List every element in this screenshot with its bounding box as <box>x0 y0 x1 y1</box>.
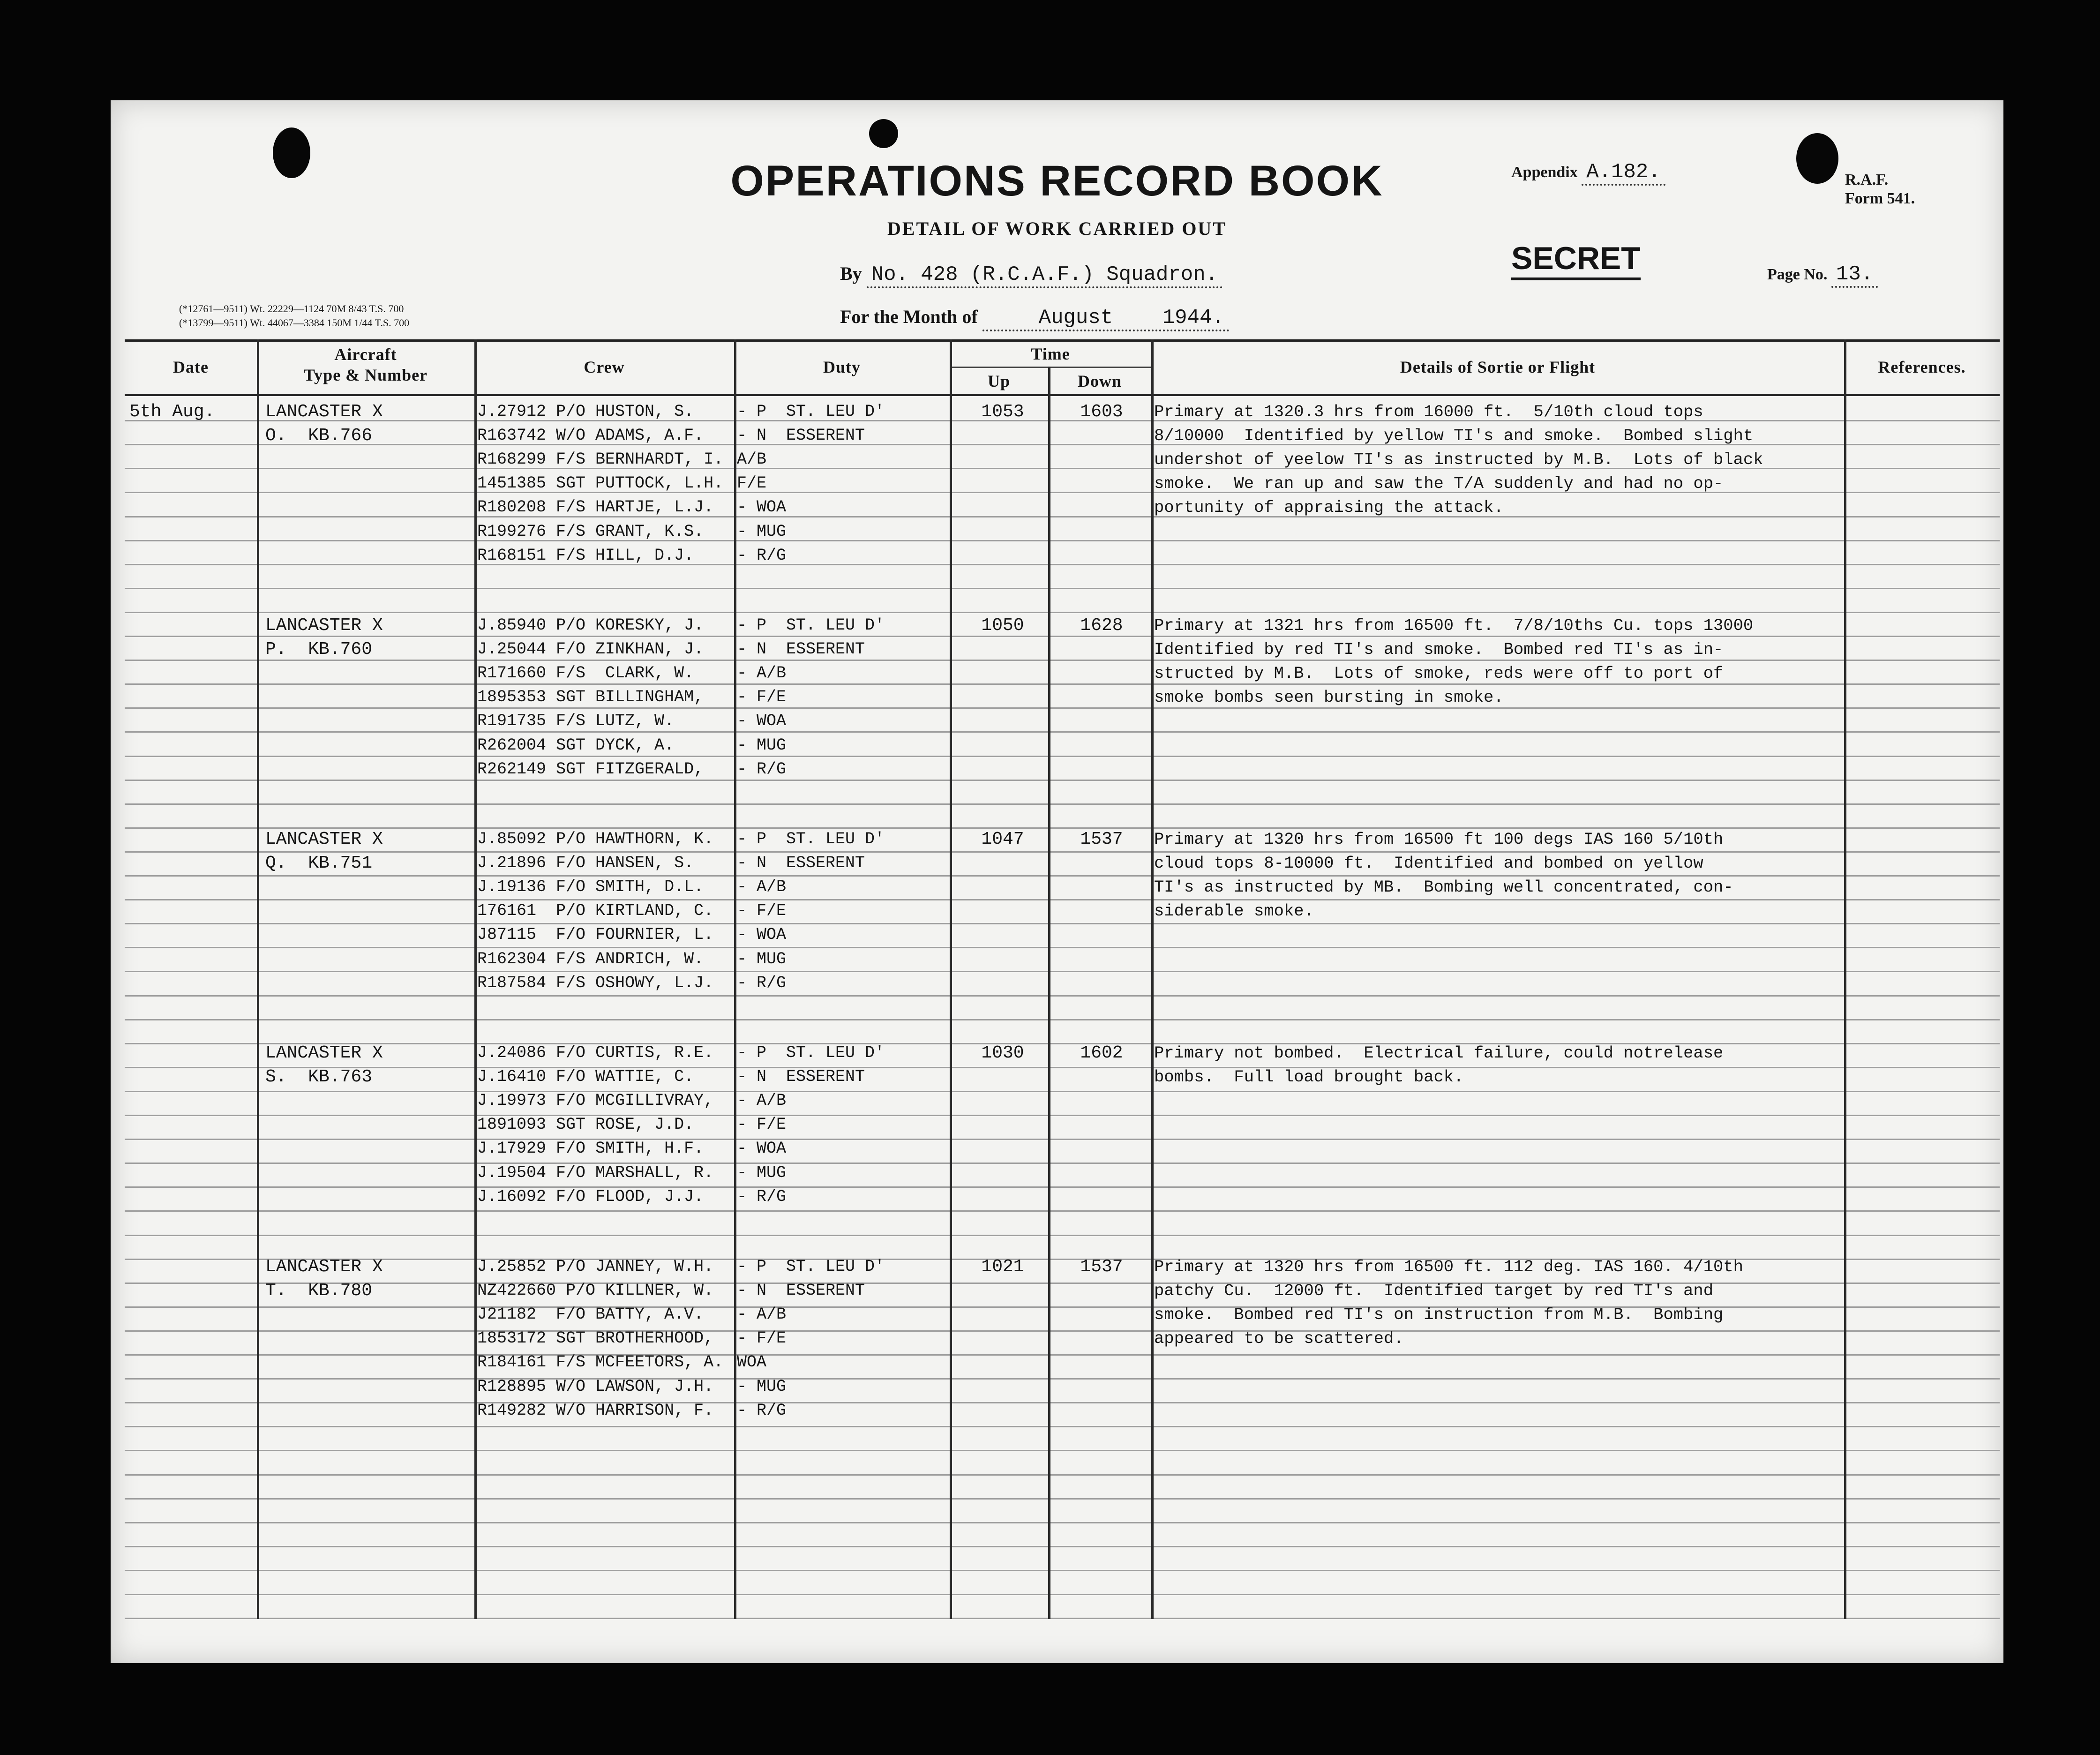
col-divider <box>1151 339 1154 1619</box>
crew-duty: - MUG <box>737 949 787 968</box>
punch-hole-center <box>869 119 898 148</box>
crew-duty: - F/E <box>737 688 787 707</box>
crew-member: R187584 F/S OSHOWY, L.J. <box>477 973 714 992</box>
secret-stamp: SECRET <box>1511 240 1641 280</box>
ruled-line <box>125 1426 2000 1427</box>
crew-duty: - A/B <box>737 664 787 683</box>
crew-duty: - R/G <box>737 1187 787 1206</box>
ruled-line <box>125 588 2000 589</box>
time-down: 1602 <box>1080 1043 1123 1063</box>
ruled-line <box>125 564 2000 565</box>
sortie-details-line: cloud tops 8-10000 ft. Identified and bombed on yellow <box>1154 854 1703 873</box>
aircraft-type: LANCASTER X <box>265 829 383 849</box>
printer-line: (*13799—9511) Wt. 44067—3384 150M 1/44 T.S. 700 <box>179 317 410 329</box>
ruled-line <box>125 1474 2000 1476</box>
crew-duty: - MUG <box>737 1163 787 1182</box>
sortie-details-line: 8/10000 Identified by yellow TI's and smoke. Bombed slight <box>1154 426 1754 446</box>
table-top-border <box>125 339 2000 342</box>
raf-form-label <box>1845 171 1915 208</box>
crew-member: J.85092 P/O HAWTHORN, K. <box>477 830 714 848</box>
crew-duty: - F/E <box>737 901 787 921</box>
year-value: 1944. <box>1162 306 1224 330</box>
crew-duty: - MUG <box>737 522 787 541</box>
month-label: For the Month of <box>840 306 978 327</box>
time-up: 1053 <box>981 402 1024 422</box>
crew-duty: - F/E <box>737 1329 787 1348</box>
crew-member: R149282 W/O HARRISON, F. <box>477 1401 714 1420</box>
crew-duty: F/E <box>737 474 767 493</box>
sortie-details-line: undershot of yeelow TI's as instructed by M.B. Lots of black <box>1154 450 1763 470</box>
time-up: 1030 <box>981 1043 1024 1063</box>
crew-duty: - P ST. LEU D' <box>737 616 885 635</box>
col-divider <box>1844 339 1846 1619</box>
crew-member: J.19504 F/O MARSHALL, R. <box>477 1163 714 1182</box>
crew-member: J.19973 F/O MCGILLIVRAY, <box>477 1091 714 1110</box>
time-up: 1050 <box>981 615 1024 636</box>
squadron-value: No. 428 (R.C.A.F.) Squadron. <box>867 263 1222 288</box>
crew-member: R262149 SGT FITZGERALD, <box>477 759 704 779</box>
month-value <box>982 306 1229 331</box>
crew-member: 1853172 SGT BROTHERHOOD, <box>477 1329 714 1348</box>
header-aircraft <box>257 344 474 385</box>
ruled-line <box>125 1546 2000 1547</box>
crew-member: R163742 W/O ADAMS, A.F. <box>477 426 704 445</box>
crew-duty: - A/B <box>737 1091 787 1110</box>
crew-member: R168151 F/S HILL, D.J. <box>477 546 694 565</box>
crew-duty: - N ESSERENT <box>737 854 865 873</box>
ruled-line <box>125 1594 2000 1595</box>
crew-duty: - N ESSERENT <box>737 426 865 445</box>
printer-imprint <box>179 302 409 330</box>
sortie-table <box>125 339 2000 1619</box>
ruled-line <box>125 1402 2000 1403</box>
sortie-details-line: smoke. Bombed red TI's on instruction from M.B. Bombing <box>1154 1305 1724 1325</box>
crew-member: J.16092 F/O FLOOD, J.J. <box>477 1187 704 1206</box>
ruled-line <box>125 1210 2000 1212</box>
crew-duty: - R/G <box>737 973 787 992</box>
header-aircraft-line2: Type & Number <box>303 366 428 384</box>
crew-member: J21182 F/O BATTY, A.V. <box>477 1305 704 1324</box>
aircraft-number: Q. KB.751 <box>265 853 373 874</box>
ruled-line <box>125 756 2000 757</box>
sortie-details-line: Primary at 1320.3 hrs from 16000 ft. 5/10th cloud tops <box>1154 402 1703 421</box>
crew-member: J.24086 F/O CURTIS, R.E. <box>477 1043 714 1062</box>
aircraft-type: LANCASTER X <box>265 402 383 422</box>
aircraft-type: LANCASTER X <box>265 615 383 636</box>
page-label: Page No. <box>1767 266 1828 283</box>
form-subtitle: DETAIL OF WORK CARRIED OUT <box>887 218 1227 239</box>
month-field <box>840 306 1229 331</box>
ruled-line <box>125 540 2000 541</box>
sortie-date: 5th Aug. <box>129 402 215 422</box>
crew-duty: - N ESSERENT <box>737 640 865 659</box>
sortie-details-line: smoke. We ran up and saw the T/A suddenly and had no op- <box>1154 474 1724 494</box>
crew-duty: - P ST. LEU D' <box>737 830 885 848</box>
crew-member: R171660 F/S CLARK, W. <box>477 664 694 683</box>
ruled-line <box>125 1162 2000 1164</box>
crew-duty: - WOA <box>737 925 787 945</box>
time-down: 1628 <box>1080 615 1123 636</box>
sortie-details-line: patchy Cu. 12000 ft. Identified target by red TI's and <box>1154 1281 1713 1301</box>
ruled-line <box>125 803 2000 805</box>
page-number: 13. <box>1831 262 1878 288</box>
crew-member: J87115 F/O FOURNIER, L. <box>477 925 714 945</box>
crew-member: J.85940 P/O KORESKY, J. <box>477 616 704 635</box>
time-down: 1537 <box>1080 1257 1123 1277</box>
by-label: By <box>840 263 862 284</box>
col-divider <box>474 339 477 1619</box>
header-details: Details of Sortie or Flight <box>1400 358 1596 376</box>
crew-duty: WOA <box>737 1353 767 1372</box>
sortie-details-line: Primary at 1320 hrs from 16500 ft 100 degs IAS 160 5/10th <box>1154 830 1724 849</box>
crew-duty: - WOA <box>737 498 787 517</box>
ruled-line <box>125 780 2000 781</box>
time-up: 1047 <box>981 829 1024 849</box>
ruled-line <box>125 1115 2000 1116</box>
ruled-line <box>125 1498 2000 1500</box>
crew-member: J.19136 F/O SMITH, D.L. <box>477 878 704 897</box>
aircraft-type: LANCASTER X <box>265 1257 383 1277</box>
crew-duty: - P ST. LEU D' <box>737 1043 885 1062</box>
page-number-field <box>1767 262 1878 288</box>
aircraft-number: O. KB.766 <box>265 426 373 446</box>
appendix-label: Appendix <box>1511 164 1578 181</box>
squadron-field <box>840 262 1222 288</box>
ruled-line <box>125 1019 2000 1020</box>
form-number: Form 541. <box>1845 190 1915 207</box>
ruled-line <box>125 1235 2000 1236</box>
sortie-details-line: TI's as instructed by MB. Bombing well concentrated, con- <box>1154 878 1733 897</box>
crew-member: J.17929 F/O SMITH, H.F. <box>477 1139 704 1158</box>
crew-duty: - P ST. LEU D' <box>737 402 885 421</box>
ruled-line <box>125 1139 2000 1140</box>
month-name: August <box>1038 306 1113 330</box>
form-title: OPERATIONS RECORD BOOK <box>730 157 1384 205</box>
aircraft-number: S. KB.763 <box>265 1067 373 1088</box>
crew-duty: - WOA <box>737 712 787 731</box>
ruled-line <box>125 1378 2000 1380</box>
ruled-line <box>125 1186 2000 1188</box>
aircraft-type: LANCASTER X <box>265 1043 383 1063</box>
crew-member: J.27912 P/O HUSTON, S. <box>477 402 694 421</box>
crew-duty: - A/B <box>737 1305 787 1324</box>
time-down: 1537 <box>1080 829 1123 849</box>
header-up: Up <box>987 372 1011 390</box>
crew-duty: - A/B <box>737 878 787 897</box>
crew-member: 1895353 SGT BILLINGHAM, <box>477 688 704 707</box>
crew-duty: - P ST. LEU D' <box>737 1257 885 1276</box>
crew-member: J.25852 P/O JANNEY, W.H. <box>477 1257 714 1276</box>
ruled-line <box>125 971 2000 972</box>
crew-member: J.16410 F/O WATTIE, C. <box>477 1067 694 1087</box>
crew-member: R128895 W/O LAWSON, J.H. <box>477 1377 714 1396</box>
header-date: Date <box>173 358 209 376</box>
sortie-details-line: Primary at 1321 hrs from 16500 ft. 7/8/10ths Cu. tops 13000 <box>1154 616 1754 635</box>
printer-line: (*12761—9511) Wt. 22229—1124 70M 8/43 T.S. 700 <box>179 303 404 315</box>
sortie-details-line: structed by M.B. Lots of smoke, reds were off to port of <box>1154 664 1724 683</box>
aircraft-number: P. KB.760 <box>265 639 373 660</box>
crew-duty: A/B <box>737 450 767 469</box>
ruled-line <box>125 947 2000 948</box>
sortie-details-line: appeared to be scattered. <box>1154 1329 1404 1349</box>
raf-label: R.A.F. <box>1845 171 1889 188</box>
sortie-details-line: portunity of appraising the attack. <box>1154 498 1504 518</box>
crew-duty: - R/G <box>737 759 787 779</box>
sortie-details-line: Primary at 1320 hrs from 16500 ft. 112 deg. IAS 160. 4/10th <box>1154 1257 1743 1276</box>
sortie-details-line: Primary not bombed. Electrical failure, could notrelease <box>1154 1043 1724 1063</box>
crew-member: NZ422660 P/O KILLNER, W. <box>477 1281 714 1300</box>
time-divider <box>950 367 1151 368</box>
ruled-line <box>125 612 2000 613</box>
crew-member: R262004 SGT DYCK, A. <box>477 735 675 755</box>
ruled-line <box>125 995 2000 997</box>
crew-member: 1891093 SGT ROSE, J.D. <box>477 1115 694 1134</box>
header-time: Time <box>1031 345 1070 363</box>
header-aircraft-line1: Aircraft <box>334 345 397 364</box>
crew-duty: - R/G <box>737 546 787 565</box>
ruled-line <box>125 1570 2000 1571</box>
ruled-line <box>125 923 2000 924</box>
ruled-line <box>125 731 2000 733</box>
crew-member: 1451385 SGT PUTTOCK, L.H. <box>477 474 724 493</box>
sortie-details-line: siderable smoke. <box>1154 901 1314 921</box>
col-divider <box>257 339 259 1619</box>
crew-member: 176161 P/O KIRTLAND, C. <box>477 901 714 921</box>
time-down: 1603 <box>1080 402 1123 422</box>
appendix-field <box>1511 160 1665 186</box>
header-references: References. <box>1878 358 1966 376</box>
ruled-line <box>125 1091 2000 1092</box>
header-down: Down <box>1077 372 1122 390</box>
sortie-details-line: smoke bombs seen bursting in smoke. <box>1154 688 1504 707</box>
crew-member: R180208 F/S HARTJE, L.J. <box>477 498 714 517</box>
ruled-line <box>125 1522 2000 1523</box>
crew-member: R168299 F/S BERNHARDT, I. <box>477 450 724 469</box>
ruled-line <box>125 1354 2000 1356</box>
crew-member: R191735 F/S LUTZ, W. <box>477 712 675 731</box>
crew-duty: - WOA <box>737 1139 787 1158</box>
sortie-details-line: Identified by red TI's and smoke. Bombed red TI's as in- <box>1154 640 1724 660</box>
crew-duty: - R/G <box>737 1401 787 1420</box>
ruled-line <box>125 1450 2000 1451</box>
crew-duty: - MUG <box>737 1377 787 1396</box>
header-bottom-border <box>125 394 2000 396</box>
crew-member: R199276 F/S GRANT, K.S. <box>477 522 704 541</box>
time-up: 1021 <box>981 1257 1024 1277</box>
crew-duty: - N ESSERENT <box>737 1067 865 1087</box>
header-duty: Duty <box>823 358 861 376</box>
crew-duty: - N ESSERENT <box>737 1281 865 1300</box>
sortie-details-line: bombs. Full load brought back. <box>1154 1067 1464 1087</box>
crew-member: J.21896 F/O HANSEN, S. <box>477 854 694 873</box>
header-crew: Crew <box>584 358 625 376</box>
crew-member: R184161 F/S MCFEETORS, A. <box>477 1353 724 1372</box>
record-sheet <box>111 100 2003 1663</box>
aircraft-number: T. KB.780 <box>265 1281 373 1301</box>
crew-member: J.25044 F/O ZINKHAN, J. <box>477 640 704 659</box>
crew-duty: - MUG <box>737 735 787 755</box>
appendix-value: A.182. <box>1582 160 1665 186</box>
col-divider <box>1048 367 1050 1619</box>
crew-member: R162304 F/S ANDRICH, W. <box>477 949 704 968</box>
ruled-line <box>125 1618 2000 1619</box>
crew-duty: - F/E <box>737 1115 787 1134</box>
